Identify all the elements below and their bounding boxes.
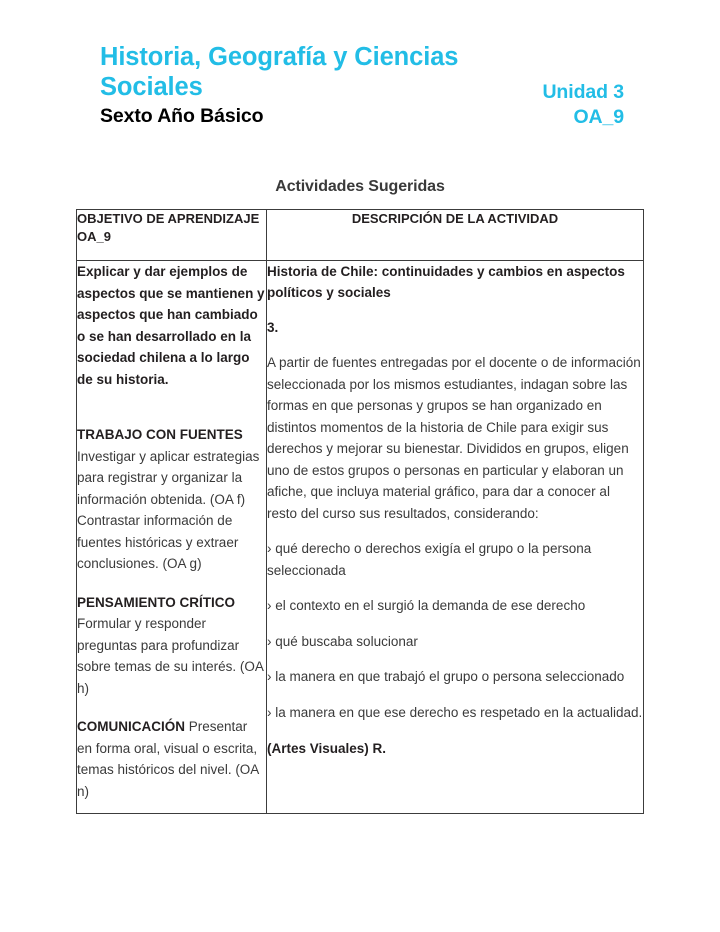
section-title: Actividades Sugeridas <box>275 178 445 195</box>
spacer <box>267 617 643 631</box>
skill-trabajo-con-fuentes <box>77 424 266 575</box>
activity-subject-tag: (Artes Visuales) R. <box>267 741 387 756</box>
description-cell <box>267 261 644 814</box>
activity-heading: Historia de Chile: continuidades y cambios en aspectos políticos y sociales <box>267 264 625 300</box>
spacer <box>267 581 643 595</box>
header-title-row <box>100 42 624 128</box>
skill-comunicacion <box>77 716 266 802</box>
spacer <box>77 699 266 716</box>
column-header-description: DESCRIPCIÓN DE LA ACTIVIDAD <box>267 210 644 261</box>
activity-bullet-4: › la manera en que trabajó el grupo o persona seleccionado <box>267 669 625 684</box>
activity-bullet-2: › el contexto en el surgió la demanda de ese derecho <box>267 598 586 613</box>
skill-text-trabajo-con-fuentes: Investigar y aplicar estrategias para registrar y organizar la información obtenida. (OA f) Contrastar información de fuentes históricas y extraer conclusiones. (OA g) <box>77 448 260 571</box>
skill-pensamiento-critico <box>77 592 266 700</box>
objective-statement: Explicar y dar ejemplos de aspectos que se mantienen y aspectos que han cambiado o se han desarrollado en la sociedad chilena a lo largo de su historia. <box>77 264 265 387</box>
skill-text-comunicacion: Presentar en forma oral, visual o escrita, temas históricos del nivel. (OA n) <box>77 719 259 799</box>
skill-name-comunicacion: COMUNICACIÓN <box>77 719 185 734</box>
table-content-row <box>77 261 644 814</box>
level-title: Sexto Año Básico <box>100 105 264 127</box>
activity-paragraph: A partir de fuentes entregadas por el docente o de información seleccionada por los mismos estudiantes, indagan sobre las formas en que personas y grupos se han organizado en distintos momentos de la historia de Chile para exigir sus derechos y mejorar su bienestar. Divididos en grupos, eligen uno de estos grupos o personas en particular y elaboran un afiche, que incluya material gráfico, para dar a conocer al resto del curso sus resultados, considerando: <box>267 355 641 521</box>
spacer <box>267 338 643 352</box>
activities-table <box>76 209 644 814</box>
spacer <box>77 390 266 424</box>
unit-label: Unidad 3 <box>542 81 624 103</box>
column-header-objective: OBJETIVO DE APRENDIZAJE OA_9 <box>77 210 267 261</box>
activity-number: 3. <box>267 320 279 335</box>
skill-name-trabajo-con-fuentes: TRABAJO CON FUENTES <box>77 427 243 442</box>
oa-code-label: OA_9 <box>573 106 624 128</box>
skill-name-pensamiento-critico: PENSAMIENTO CRÍTICO <box>77 594 236 610</box>
spacer <box>267 524 643 538</box>
activity-bullet-3: › qué buscaba solucionar <box>267 633 418 649</box>
spacer <box>77 575 266 592</box>
table-header-row <box>77 210 644 261</box>
activity-bullet-5: › la manera en que ese derecho es respetado en la actualidad. <box>267 704 643 720</box>
subject-title: Historia, Geografía y Ciencias Sociales <box>100 43 459 101</box>
objective-cell <box>77 261 267 814</box>
spacer <box>267 688 643 702</box>
spacer <box>267 303 643 317</box>
activity-bullet-1: › qué derecho o derechos exigía el grupo o la persona seleccionada <box>267 541 592 578</box>
skill-text-pensamiento-critico: Formular y responder preguntas para profundizar sobre temas de su interés. (OA h) <box>77 616 264 696</box>
spacer <box>267 723 643 738</box>
unit-info-block <box>542 80 624 130</box>
spacer <box>267 652 643 666</box>
document-header <box>100 42 624 128</box>
